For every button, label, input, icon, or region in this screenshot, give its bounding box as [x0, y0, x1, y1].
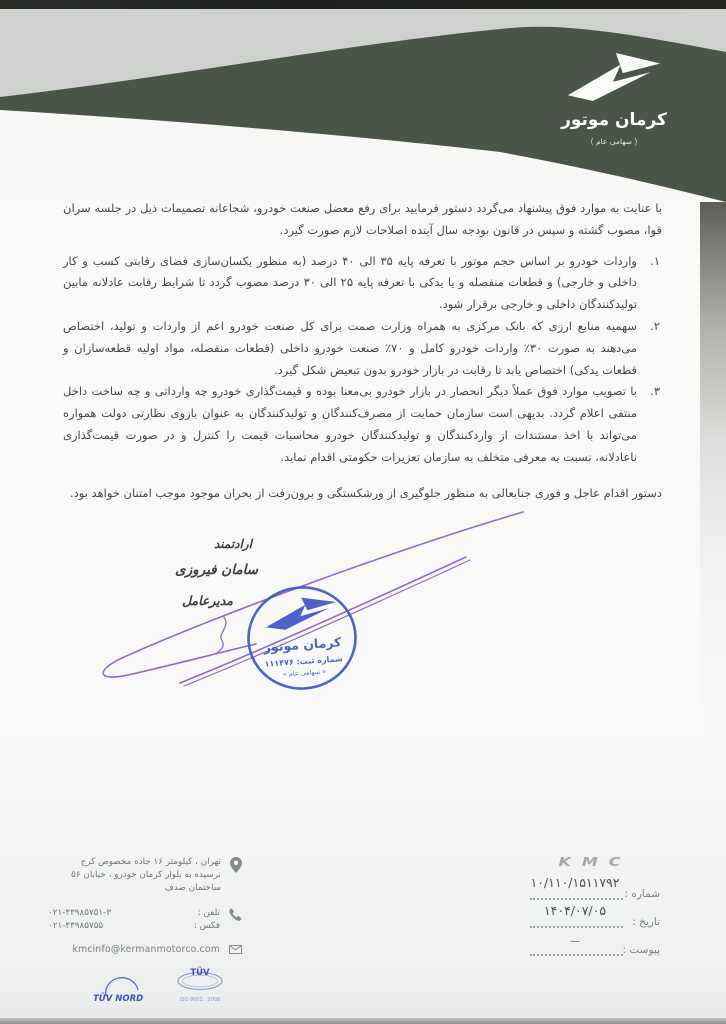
envelope-icon [229, 945, 242, 954]
tuv-text: TÜV [190, 968, 210, 978]
fax-label: فکس : [193, 920, 220, 931]
address-line-2: نرسیده به بلوار کرمان خودرو ، خیابان ۵۶ [71, 869, 221, 880]
email-row [45, 944, 242, 955]
stamp-company-type: « سهامی عام » [282, 667, 327, 679]
signature-salutation: ارادتمند [213, 537, 252, 551]
signatory-title: مدیرعامل [181, 593, 233, 608]
intro-paragraph: با عنایت به موارد فوق پیشنهاد می‌گردد دستور فرمایید برای رفع معضل صنعت خودرو، شجاعانه تصمیمات ذیل در جلسه سران قوا، مصوب گشته و سپس در قانون بودجه سال آینده اصلاحات لازم صورت گیرد. [63, 201, 662, 237]
email-address: kmcinfo@kermanmotorco.com [72, 944, 220, 956]
list-text-2: سهمیه منابع ارزی که بانک مرکزی به همراه وزارت صمت برای کل صنعت خودرو اعم از واردات و تولید، اختصاص می‌دهند به صورت ۳۰٪ واردات خودرو کامل و ۷۰٪ صنعت خودرو داخلی (قطعات منفصله، مواد اولیه قطعه‌سازان و قطعات یدکی) اختصاص یابد تا رقابت در بازار خودرو بدون تبعیض شکل گیرد. [63, 318, 638, 377]
address-row [45, 856, 242, 894]
bird-logo-icon [564, 52, 664, 102]
stamp-registration: شماره ثبت: ۱۱۱۴۷۶ [264, 654, 344, 669]
certification-logos [92, 962, 228, 1004]
tuv-nord-text: TÜV NORD [93, 994, 144, 1004]
date-value: ۱۴۰۴/۰۷/۰۵ [543, 903, 607, 918]
scan-edge-right [700, 202, 726, 742]
attachment-dotted-line [530, 954, 623, 956]
footer-contact-block [45, 856, 242, 955]
list-text-3: با تصویب موارد فوق عملاً دیگر انحصار در بازار خودرو بی‌معنا بوده و قیمت‌گذاری خودرو چه وارداتی و چه ساخت داخل منتفی اعلام گردد. بدیهی است سازمان حمایت از مصرف‌کنندگان و تولیدکنندگان به عنوان بازوی نظارتی دولت همواره می‌تواند با اخذ مستندات از واردکنندگان و تولیدکنندگان خودرو محاسبات قیمت را کنترل و در صورت قیمت‌گذاری ناعادلانه، نسبت به معرفی متخلف به سازمان تعزیرات حکومتی اقدام نماید. [63, 384, 637, 464]
brand-subtitle: ( سهامی عام ) [590, 137, 638, 146]
address-line-3: ساختمان صدف [164, 882, 221, 893]
attachment-label: پیوست : [622, 944, 660, 956]
fax-line [48, 920, 220, 933]
attachment-value: — [570, 936, 580, 947]
signatory-name: سامان فیروزی [175, 562, 258, 578]
address-line-1: تهران ، کیلومتر ۱۶ جاده مخصوص کرج [80, 857, 221, 867]
phone-label: تلفن : [197, 908, 220, 919]
list-item-1 [63, 251, 662, 316]
brand-name: کرمان موتور [561, 110, 667, 130]
location-pin-icon [230, 857, 242, 873]
list-number-2: ۲. [650, 318, 660, 333]
fax-value: ۰۲۱-۴۴۹۸۵۷۵۵ [48, 920, 104, 931]
date-dotted-line [530, 926, 623, 928]
company-logo-block [552, 52, 676, 146]
letter-body [63, 198, 662, 504]
phone-row [45, 907, 242, 932]
iso-certification-text: ISO 9001 : 2008 [179, 997, 221, 1003]
tuv-iso-logo [172, 962, 228, 1004]
stamp-bird-logo-icon [264, 595, 338, 631]
scan-edge-top [0, 0, 726, 9]
closing-paragraph: دستور اقدام عاجل و فوری جنابعالی به منظور جلوگیری از ورشکستگی و برون‌رفت از بحران موجود موجب امتنان خواهد بود. [69, 485, 662, 500]
list-item-2 [63, 316, 662, 381]
phone-icon [229, 908, 242, 921]
kmc-wordmark-logo: KMC [558, 853, 632, 870]
telephone-line [48, 907, 220, 920]
date-label: تاریخ : [632, 916, 660, 928]
number-label: شماره : [624, 888, 660, 900]
number-value: ۱۰/۱۱۰/۱۵۱۱۷۹۲ [530, 875, 620, 890]
number-dotted-line [530, 898, 623, 900]
list-text-1: واردات خودرو بر اساس حجم موتور با تعرفه پایه ۳۵ الی ۴۰ درصد (به منظور یکسان‌سازی فضای رقابتی کسب و کار داخلی و خارجی) و قطعات منفصله و یا یدکی با تعرفه پایه ۲۵ الی ۳۰ درصد مصوب گردد تا شرایط رقابت عادلانه مابین تولیدکنندگان داخلی و خارجی برقرار شود. [63, 253, 637, 312]
list-number-1: ۱. [650, 253, 660, 268]
scan-edge-bottom [0, 1018, 726, 1024]
stamp-brand: کرمان موتور [263, 634, 342, 655]
list-item-3 [63, 381, 662, 468]
list-number-3: ۳. [650, 384, 660, 399]
phone-value: ۰۲۱-۴۴۹۸۵۷۵۱-۳ [48, 908, 112, 919]
tuv-nord-logo [92, 968, 154, 1004]
company-stamp [241, 581, 362, 695]
